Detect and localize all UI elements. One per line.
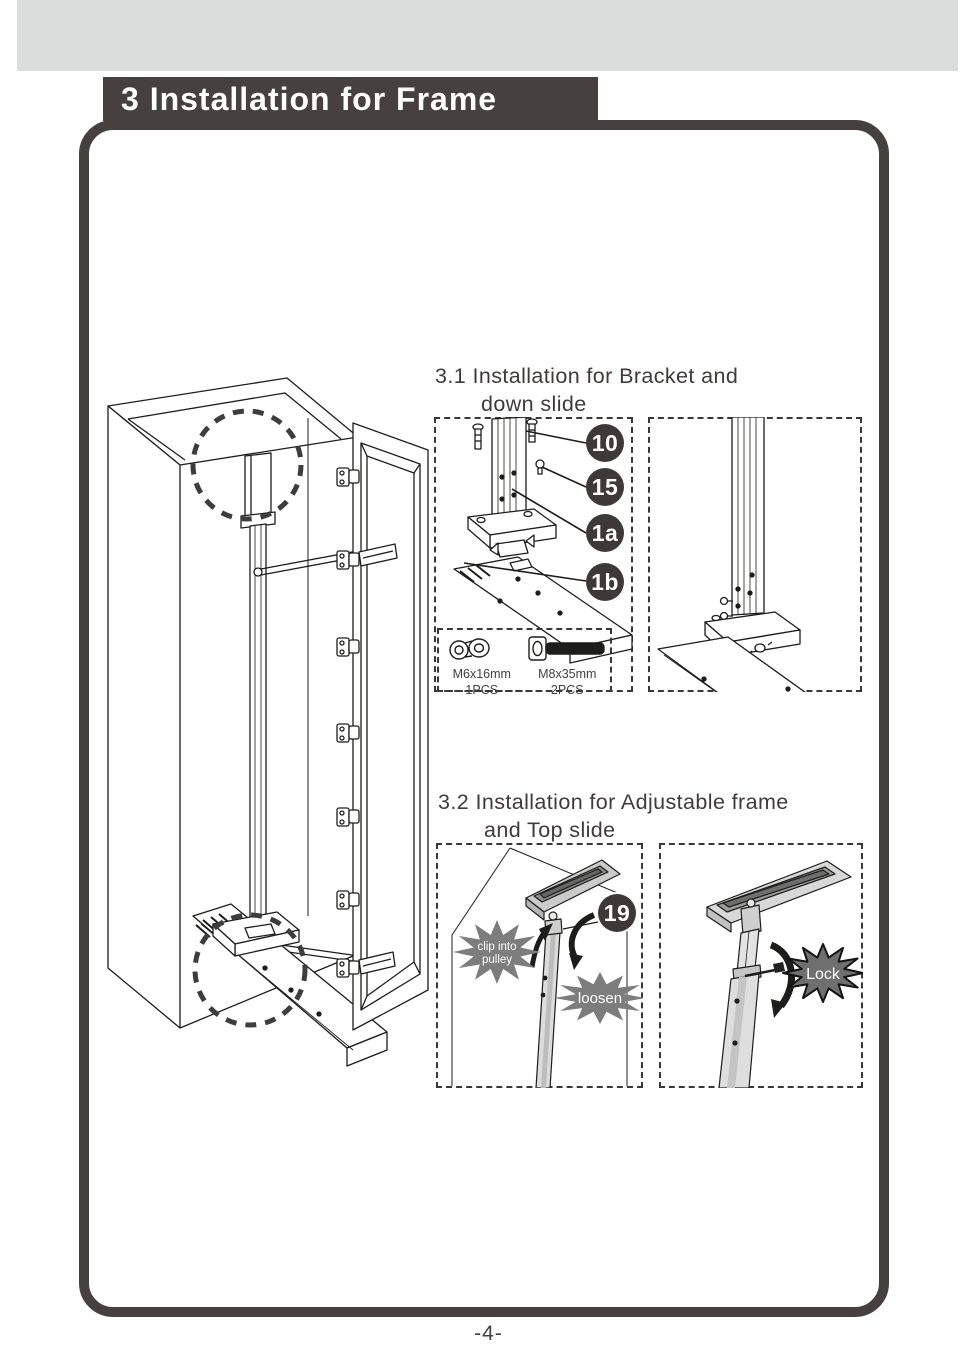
heading-line-2: down slide (481, 392, 587, 416)
vertical-pole (241, 453, 275, 952)
hardware-item-m8 (525, 666, 611, 698)
lock-starburst (783, 944, 863, 1002)
callout-badge-15: 15 (586, 468, 624, 506)
hardware-item-m6 (439, 666, 525, 698)
callout-badge-10: 10 (586, 424, 624, 462)
top-gray-band (17, 0, 958, 71)
loosen-label: loosen (577, 990, 623, 1007)
loosen-starburst (554, 972, 643, 1024)
hardware-m6-qty: 1PCS (465, 683, 499, 697)
heading-line-2: and Top slide (484, 818, 616, 842)
cabinet-door (353, 423, 428, 1030)
clip-into-pulley-starburst (453, 920, 541, 984)
top-slide-lock-drawing (659, 843, 863, 1088)
adjustable-pole (719, 929, 761, 1088)
section-3-1-heading (435, 362, 738, 418)
hardware-m8-qty: 2PCS (550, 683, 584, 697)
screw-m8-icon (529, 637, 604, 660)
pole-section (492, 417, 526, 521)
section-title-bar (103, 77, 598, 121)
bracket-item-1a (468, 509, 556, 557)
lock-label: Lock (806, 966, 840, 983)
bracket-assembled-drawing (648, 417, 862, 692)
clip-into-label: clip into (477, 941, 517, 953)
lock-rotate-arrow (771, 945, 792, 1018)
pulley-label: pulley (481, 954, 513, 966)
callout-badge-19: 19 (598, 894, 636, 932)
hardware-m6-size: M6x16mm (452, 667, 511, 681)
section-3-2-heading (438, 788, 789, 844)
hardware-callout-box (437, 628, 612, 697)
hardware-icons (439, 632, 610, 666)
hardware-m8-size: M8x35mm (538, 667, 597, 681)
hardware-labels (439, 666, 610, 698)
heading-line-1: 3.1 Installation for Bracket and (435, 364, 739, 388)
callout-badge-1a: 1a (586, 514, 624, 552)
assembled-pole (721, 417, 765, 620)
callout-badge-1b: 1b (586, 563, 624, 601)
cabinet-overview-drawing (95, 368, 440, 1068)
heading-line-1: 3.2 Installation for Adjustable frame (438, 790, 789, 814)
top-slide-channel (707, 861, 851, 932)
page-title: 3 Installation for Frame (121, 80, 498, 117)
top-slide-loosen-drawing (436, 843, 643, 1088)
page-number: -4- (474, 1322, 503, 1345)
screw-m6-icon (450, 639, 489, 659)
